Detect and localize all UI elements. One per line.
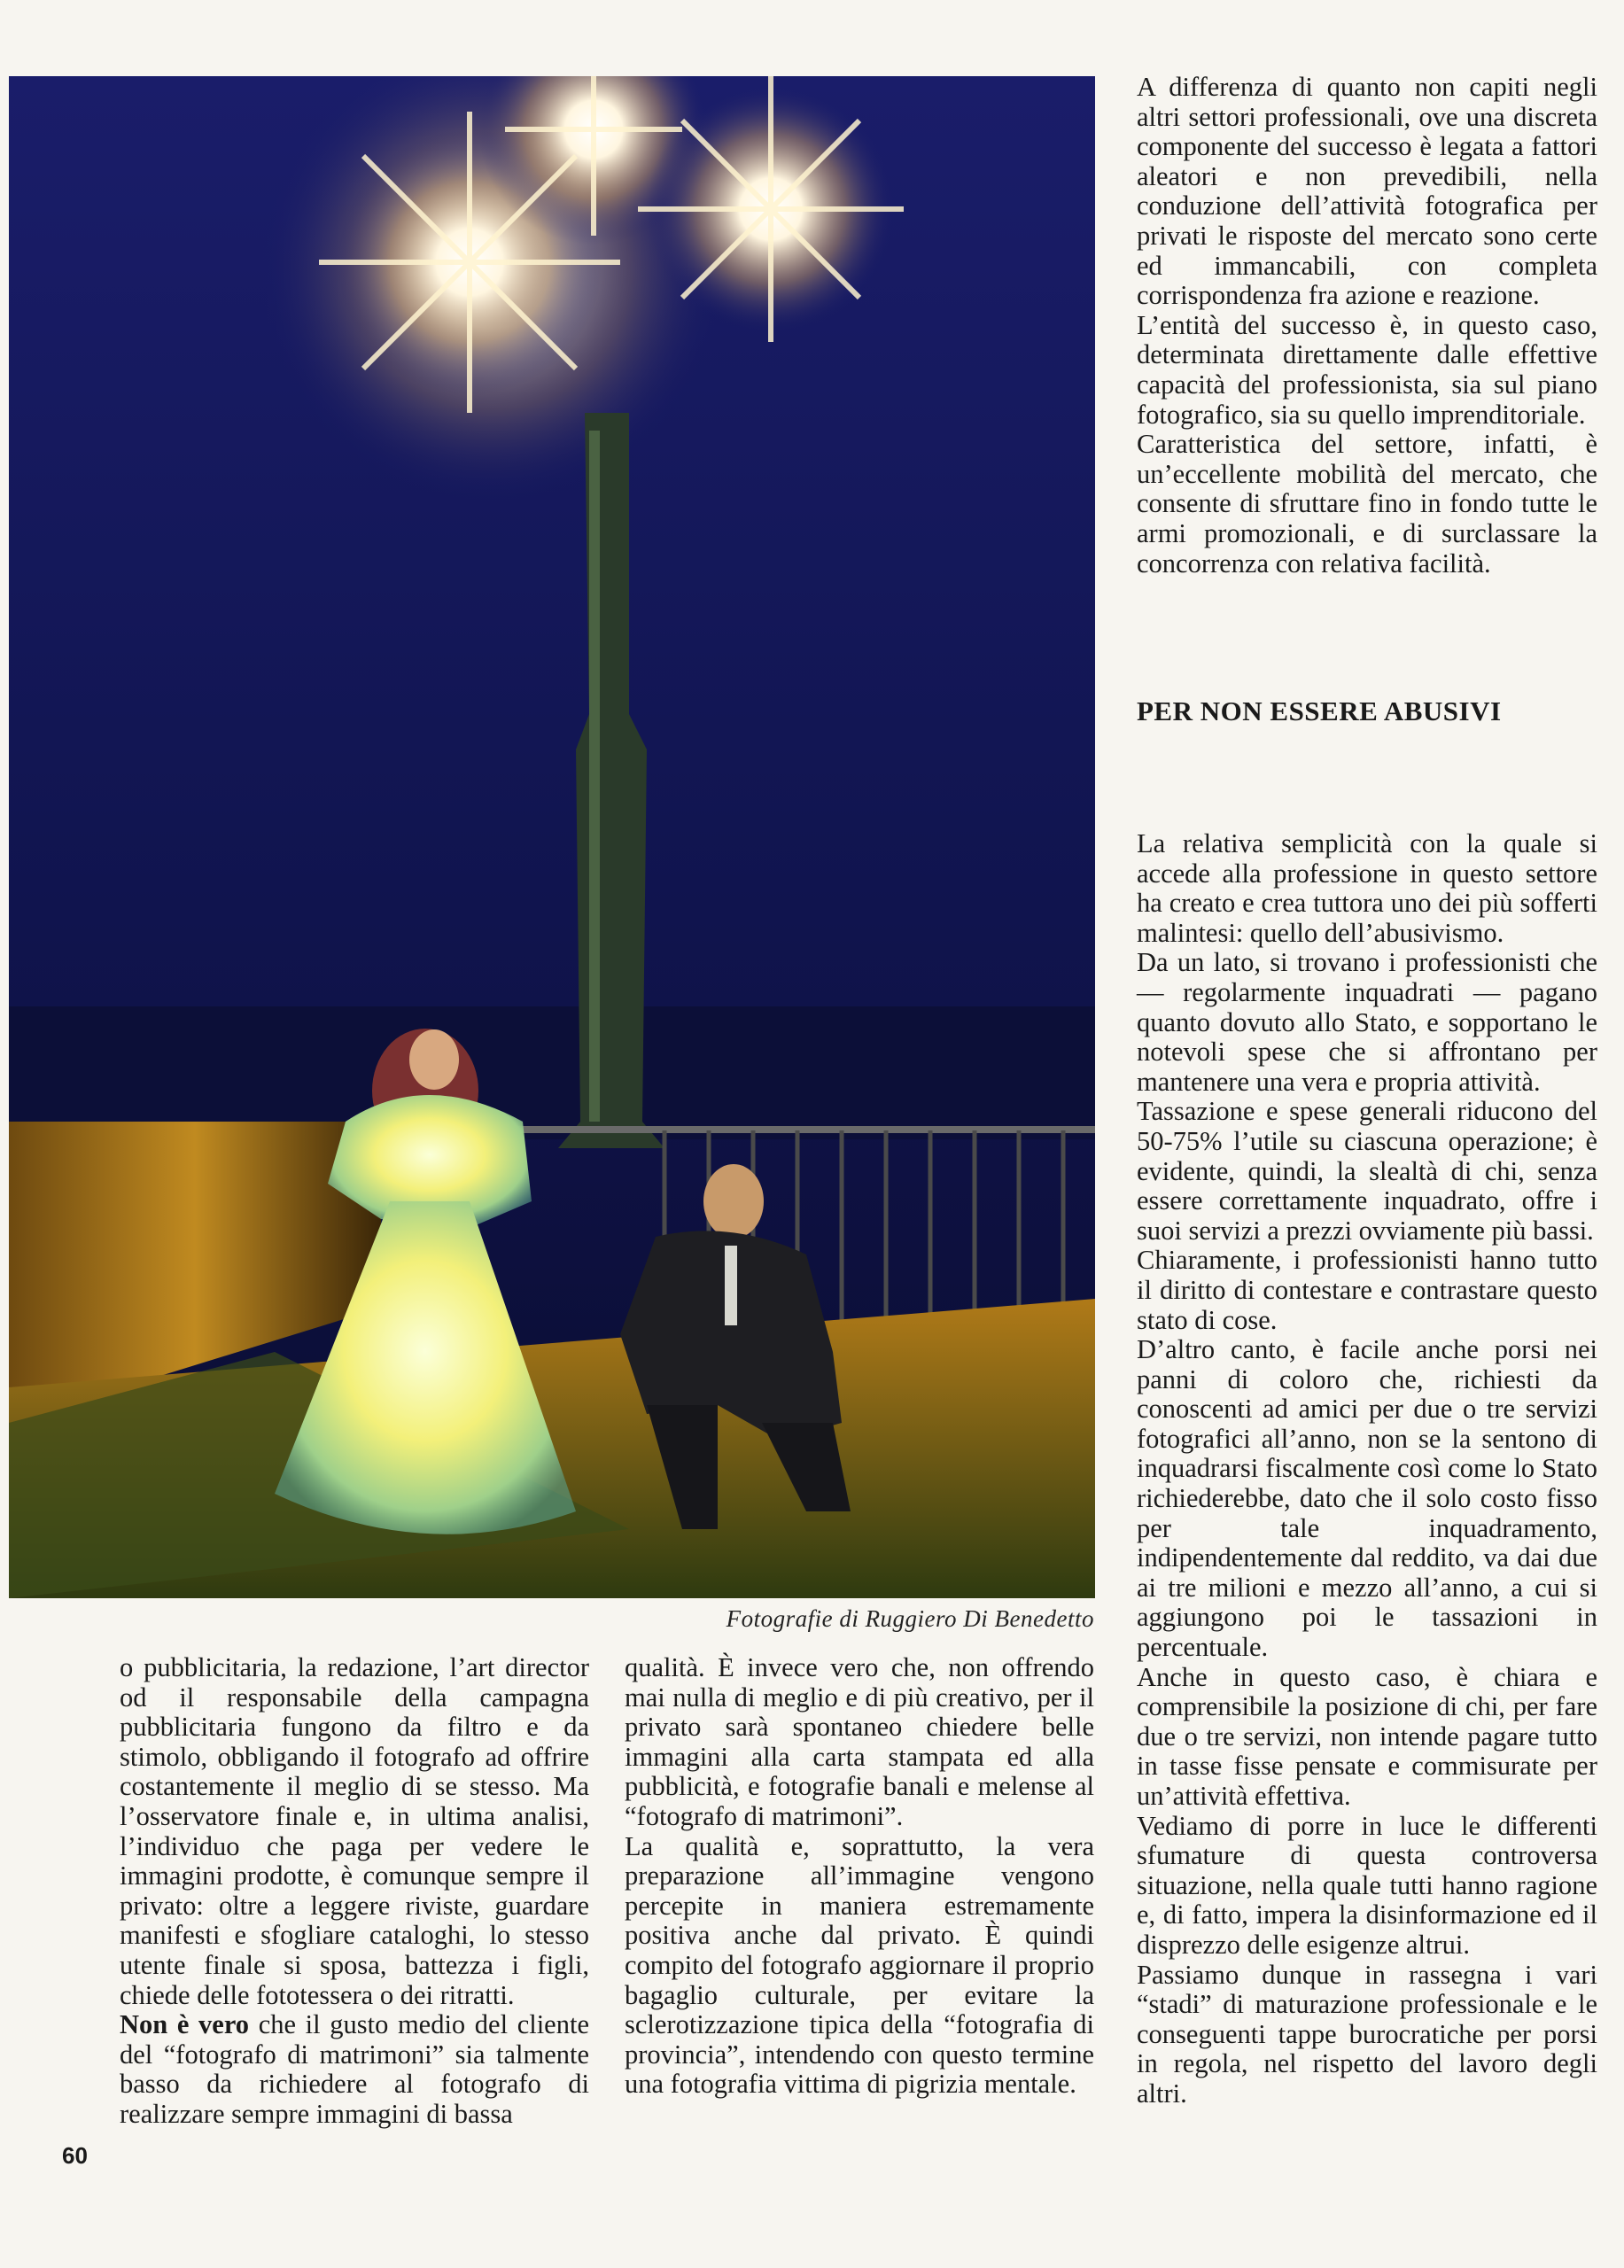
paragraph: La relativa semplicità con la quale si accede alla professione in questo settore ha creato e crea tuttora uno dei più sofferti malintesi: quello dell’abusivismo.	[1137, 828, 1597, 948]
photo-caption: Fotografie di Ruggiero Di Benedetto	[726, 1605, 1094, 1632]
section-heading: PER NON ESSERE ABUSIVI	[1137, 695, 1502, 726]
paragraph: L’entità del successo è, in questo caso, determinata direttamente dalle effettive capacità del professionista, sia sul piano fotografico, sia su quello imprenditoriale.	[1137, 309, 1597, 430]
paragraph-lead: Non è vero	[120, 2009, 250, 2040]
section-body	[1137, 829, 1597, 2109]
paragraph-body: che il gusto medio del cliente del “fotografo di matrimoni” sia talmente basso da richiedere al fotografo di realizzare sempre immagini di bassa	[120, 2009, 589, 2129]
paragraph: Anche in questo caso, è chiara e comprensibile la posizione di chi, per fare due o tre servizi, non intende pagare tutto in tasse fisse pensate e commisurate per un’attività effettiva.	[1137, 1661, 1597, 1811]
intro-block	[1137, 73, 1597, 579]
wedding-photo	[9, 76, 1095, 1598]
paragraph: qualità. È invece vero che, non offrendo mai nulla di meglio e di più creativo, per il privato sarà spontaneo chiedere belle immagini alla carta stampata ed alla pubblicità, e fotografie banali e melense al “fotografo di matrimoni”.	[625, 1652, 1094, 1831]
text-column-2	[625, 1653, 1094, 2100]
paragraph: Passiamo dunque in rassegna i vari “stadi” di maturazione professionale e le conseguenti tappe burocratiche per porsi in regola, nel rispetto del lavoro degli altri.	[1137, 1959, 1597, 2109]
paragraph: La qualità e, soprattutto, la vera preparazione all’immagine vengono percepite in maniera estremamente positiva anche dal privato. È quindi compito del fotografo aggiornare il proprio bagaglio culturale, per evitare la sclerotizzazione tipica della “fotografia di provincia”, intendendo con questo termine una fotografia vittima di pigrizia mentale.	[625, 1830, 1094, 2100]
text-column-1	[120, 1653, 589, 2130]
paragraph: Da un lato, si trovano i professionisti che — regolarmente inquadrati — pagano quanto dovuto allo Stato, e sopportano le notevoli spese che si affrontano per mantenere una vera e propria attività.	[1137, 947, 1597, 1097]
paragraph: Tassazione e spese generali riducono del 50-75% l’utile su ciascuna operazione; è evidente, quindi, la slealtà di chi, senza essere correttamente inquadrato, offre i suoi servizi a prezzi ovviamente più bassi.	[1137, 1096, 1597, 1246]
paragraph: Vediamo di porre in luce le differenti sfumature di questa controversa situazione, nella quale tutti hanno ragione e, di fatto, impera la disinformazione ed il disprezzo delle esigenze altrui.	[1137, 1810, 1597, 1960]
paragraph: A differenza di quanto non capiti negli altri settori professionali, ove una discreta componente del successo è legata a fattori aleatori e non prevedibili, nella conduzione dell’attività fotografica per privati le risposte del mercato sono certe ed immancabili, con completa corrispondenza fra azione e reazione.	[1137, 72, 1597, 311]
wedding-photo-night-lamppost-icon	[9, 76, 1095, 1598]
paragraph: o pubblicitaria, la redazione, l’art director od il responsabile della campagna pubblicitaria fungono da filtro e da stimolo, obbligando il fotografo ad offrire costantemente il meglio di se stesso. Ma l’osservatore finale e, in ultima analisi, l’individuo che paga per vedere le immagini prodotte, è comunque sempre il privato: oltre a leggere riviste, guardare manifesti e sfogliare cataloghi, lo stesso utente finale si sposa, battezza i figli, chiede delle fototessera o dei ritratti.	[120, 1652, 589, 2010]
paragraph: Caratteristica del settore, infatti, è un’eccellente mobilità del mercato, che consente di sfruttare fino in fondo tutte le armi promozionali, e di surclassare la concorrenza con relativa facilità.	[1137, 429, 1597, 579]
paragraph: D’altro canto, è facile anche porsi nei panni di coloro che, richiesti da conoscenti ad amici per due o tre servizi fotografici all’anno, non se la sentono di inquadrarsi fiscalmente così come lo Stato richiederebbe, dato che il solo costo fisso per tale inquadramento, indipendentemente dal reddito, va dai due ai tre milioni e mezzo all’anno, a cui si aggiungono poi le tassazioni in percentuale.	[1137, 1334, 1597, 1663]
paragraph: Chiaramente, i professionisti hanno tutto il diritto di contestare e contrastare questo stato di cose.	[1137, 1245, 1597, 1335]
page-number: 60	[62, 2142, 88, 2169]
paragraph	[120, 2010, 589, 2129]
